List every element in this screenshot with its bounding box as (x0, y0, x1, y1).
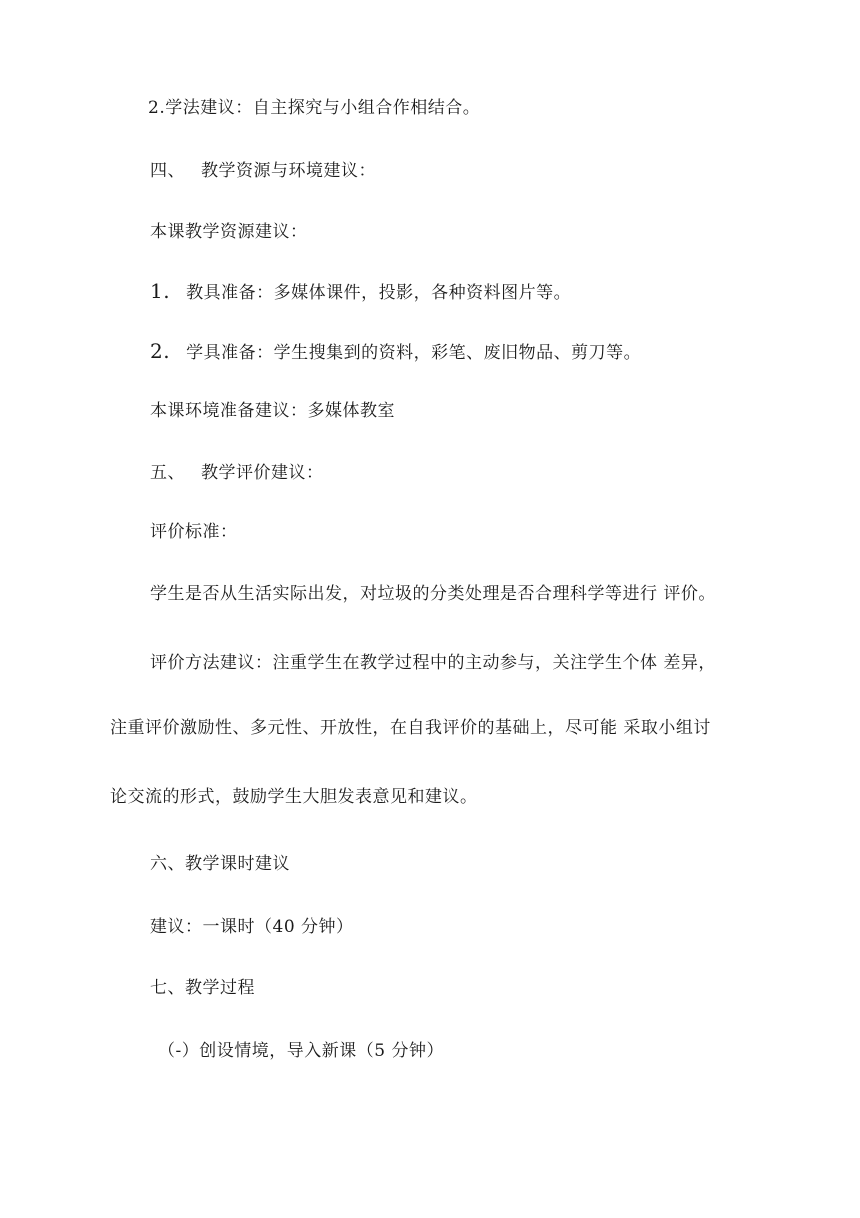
line-text: 学具准备：学生搜集到的资料，彩笔、废旧物品、剪刀等。 (186, 343, 642, 363)
subsection-heading-1 (158, 1040, 444, 1062)
paragraph-criteria (150, 583, 716, 605)
section-title: 六、教学课时建议 (150, 854, 290, 874)
line-text: 建议：一课时（40 分钟） (150, 917, 354, 937)
section-number: 五、 (150, 463, 185, 483)
section-title: 七、教学过程 (150, 978, 255, 998)
paragraph-study-method (148, 97, 480, 119)
paragraph-resources-label (150, 221, 308, 243)
line-text: 评价方法建议：注重学生在教学过程中的主动参与，关注学生个体 差异， (150, 653, 716, 673)
section-title: 教学评价建议： (201, 463, 324, 483)
line-text: 本课教学资源建议： (150, 222, 308, 242)
line-text: 本课环境准备建议：多媒体教室 (150, 401, 395, 421)
paragraph-method-line-2 (110, 717, 711, 739)
list-item-teacher-tools (150, 280, 571, 304)
paragraph-method-line-3 (110, 786, 478, 808)
paragraph-criteria-label (150, 521, 238, 543)
section-number: 四、 (150, 161, 185, 181)
line-text: 论交流的形式，鼓励学生大胆发表意见和建议。 (110, 787, 478, 807)
list-number: 1. (150, 279, 171, 303)
line-text: 教具准备：多媒体课件，投影，各种资料图片等。 (186, 283, 572, 303)
section-heading-7 (150, 977, 255, 999)
list-number: 2. (150, 339, 171, 363)
paragraph-method-line-1 (150, 652, 716, 674)
section-heading-4 (150, 160, 376, 182)
section-heading-6 (150, 853, 290, 875)
section-heading-5 (150, 462, 324, 484)
line-text: 评价标准： (150, 522, 238, 542)
paragraph-duration (150, 916, 354, 938)
subsection-title: （-）创设情境，导入新课（5 分钟） (158, 1041, 444, 1061)
line-text: 注重评价激励性、多元性、开放性，在自我评价的基础上，尽可能 采取小组讨 (110, 718, 711, 738)
list-item-student-tools (150, 340, 641, 364)
line-text: 学法建议：自主探究与小组合作相结合。 (165, 98, 481, 118)
list-number: 2. (148, 98, 166, 118)
paragraph-environment (150, 400, 395, 422)
line-text: 学生是否从生活实际出发，对垃圾的分类处理是否合理科学等进行 评价。 (150, 584, 716, 604)
section-title: 教学资源与环境建议： (201, 161, 376, 181)
